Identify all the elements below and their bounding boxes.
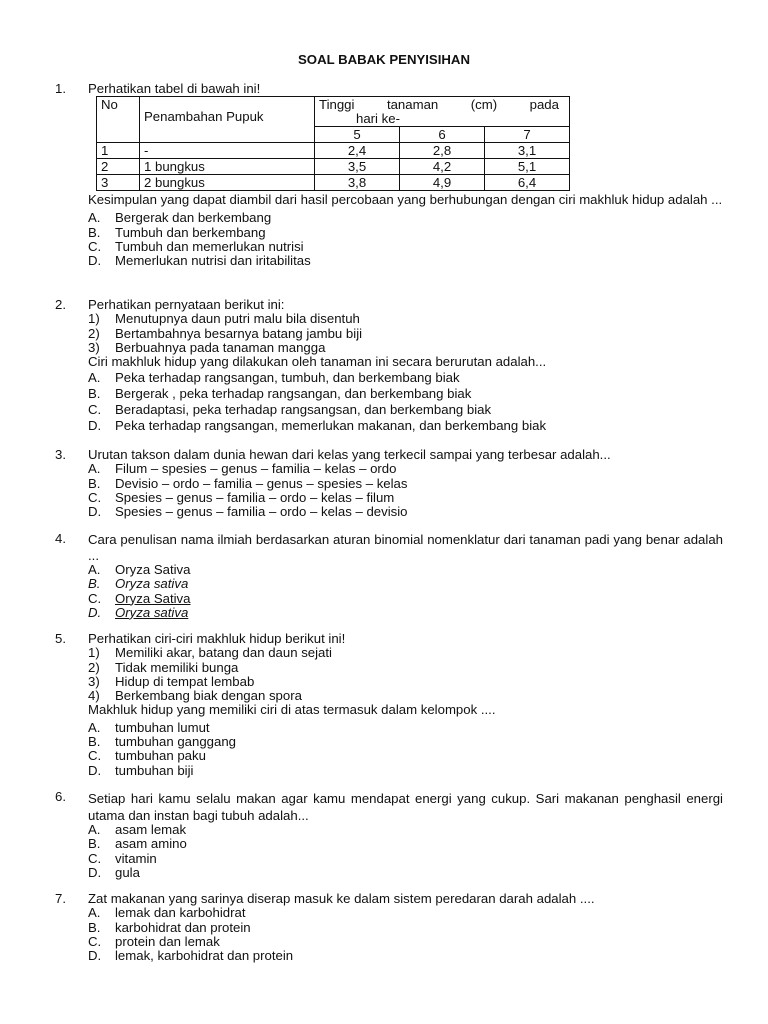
- option-a[interactable]: A. Oryza Sativa: [88, 562, 191, 577]
- question-body: [88, 448, 723, 519]
- option-a[interactable]: A. asam lemak: [88, 822, 187, 837]
- option-d[interactable]: D. tumbuhan biji: [88, 762, 194, 778]
- option-b[interactable]: B. Bergerak , peka terhadap rangsangan, dan berkembang biak: [88, 386, 472, 402]
- option-c[interactable]: C. Beradaptasi, peka terhadap rangsangsan, dan berkembang biak: [88, 402, 492, 418]
- option-a[interactable]: A. Filum – spesies – genus – familia – kelas – ordo: [88, 461, 397, 477]
- option-b[interactable]: B. Devisio – ordo – familia – genus – spesies – kelas: [88, 475, 408, 491]
- option-c[interactable]: C. protein dan lemak: [88, 933, 220, 949]
- option-d[interactable]: D. Memerlukan nutrisi dan iritabilitas: [88, 253, 311, 269]
- option-d[interactable]: D. lemak, karbohidrat dan protein: [88, 948, 294, 964]
- question-number: 5.: [55, 631, 66, 646]
- table-header-tinggi: Tinggi tanaman (cm) pada hari ke-: [315, 97, 570, 127]
- option-a[interactable]: A. Bergerak dan berkembang: [88, 210, 272, 226]
- question-stem: Setiap hari kamu selalu makan agar kamu mendapat energi yang cukup. Sari makanan penghasil energi utama dan instan bagi tubuh adalah...: [88, 791, 723, 823]
- page-title: SOAL BABAK PENYISIHAN: [298, 52, 470, 67]
- option-d[interactable]: D. Oryza sativa: [88, 604, 189, 620]
- question-stem: Zat makanan yang sarinya diserap masuk ke dalam sistem peredaran darah adalah ....: [88, 891, 595, 906]
- question-intro: Perhatikan pernyataan berikut ini:: [88, 297, 285, 312]
- option-b[interactable]: B. Tumbuh dan berkembang: [88, 224, 266, 240]
- option-a[interactable]: A. lemak dan karbohidrat: [88, 905, 246, 921]
- question-stem: Ciri makhluk hidup yang dilakukan oleh tanaman ini secara berurutan adalah...: [88, 354, 547, 370]
- table-header-day: 7: [485, 127, 570, 143]
- statement-item: 1) Memiliki akar, batang dan daun sejati: [88, 645, 332, 661]
- option-c[interactable]: C. vitamin: [88, 850, 157, 866]
- statement-item: 1) Menutupnya daun putri malu bila disentuh: [88, 311, 360, 327]
- question-body: [88, 632, 723, 778]
- option-b[interactable]: B. Oryza sativa: [88, 576, 189, 592]
- data-table: [96, 96, 570, 191]
- option-b[interactable]: B. tumbuhan ganggang: [88, 734, 236, 750]
- option-d[interactable]: D. Peka terhadap rangsangan, memerlukan makanan, dan berkembang biak: [88, 418, 547, 434]
- question-body: [88, 82, 723, 268]
- option-d[interactable]: D. gula: [88, 864, 140, 880]
- statement-item: 4) Berkembang biak dengan spora: [88, 688, 302, 704]
- table-header-day: 6: [400, 127, 485, 143]
- question-body: [88, 298, 723, 434]
- question-stem: Kesimpulan yang dapat diambil dari hasil percobaan yang berhubungan dengan ciri makhluk hidup adalah ...: [88, 192, 723, 208]
- table-header-pupuk: Penambahan Pupuk: [140, 97, 315, 143]
- statement-item: 2) Bertambahnya besarnya batang jambu biji: [88, 325, 363, 341]
- statement-item: 2) Tidak memiliki bunga: [88, 659, 239, 675]
- option-d[interactable]: D. Spesies – genus – familia – ordo – kelas – devisio: [88, 504, 408, 520]
- question-number: 6.: [55, 789, 66, 804]
- option-a[interactable]: A. tumbuhan lumut: [88, 719, 210, 735]
- question-stem: Urutan takson dalam dunia hewan dari kelas yang terkecil sampai yang terbesar adalah...: [88, 447, 611, 462]
- table-row: 3 2 bungkus 3,8 4,9 6,4: [97, 175, 570, 191]
- table-header-day: 5: [315, 127, 400, 143]
- option-c[interactable]: C. Tumbuh dan memerlukan nutrisi: [88, 238, 304, 254]
- option-c[interactable]: C. Spesies – genus – familia – ordo – kelas – filum: [88, 489, 395, 505]
- question-number: 7.: [55, 891, 66, 906]
- question-number: 1.: [55, 81, 66, 96]
- option-c[interactable]: C. Oryza Sativa: [88, 590, 191, 606]
- question-stem: Makhluk hidup yang memiliki ciri di atas termasuk dalam kelompok ....: [88, 702, 496, 718]
- question-body: [88, 532, 723, 620]
- question-body: [88, 892, 723, 963]
- statement-item: 3) Berbuahnya pada tanaman mangga: [88, 339, 326, 355]
- question-body: [88, 790, 723, 880]
- question-intro: Perhatikan ciri-ciri makhluk hidup berikut ini!: [88, 631, 346, 646]
- question-number: 3.: [55, 447, 66, 462]
- question-number: 4.: [55, 531, 66, 546]
- option-a[interactable]: A. Peka terhadap rangsangan, tumbuh, dan berkembang biak: [88, 370, 460, 386]
- table-header-no: No: [97, 97, 140, 143]
- question-number: 2.: [55, 297, 66, 312]
- option-b[interactable]: B. asam amino: [88, 836, 187, 852]
- option-c[interactable]: C. tumbuhan paku: [88, 748, 206, 764]
- question-intro: Perhatikan tabel di bawah ini!: [88, 81, 261, 96]
- option-b[interactable]: B. karbohidrat dan protein: [88, 919, 251, 935]
- statement-item: 3) Hidup di tempat lembab: [88, 673, 255, 689]
- table-row: 1 - 2,4 2,8 3,1: [97, 143, 570, 159]
- question-stem: Cara penulisan nama ilmiah berdasarkan aturan binomial nomenklatur dari tanaman padi yang benar adalah ...: [88, 532, 723, 563]
- table-row: 2 1 bungkus 3,5 4,2 5,1: [97, 159, 570, 175]
